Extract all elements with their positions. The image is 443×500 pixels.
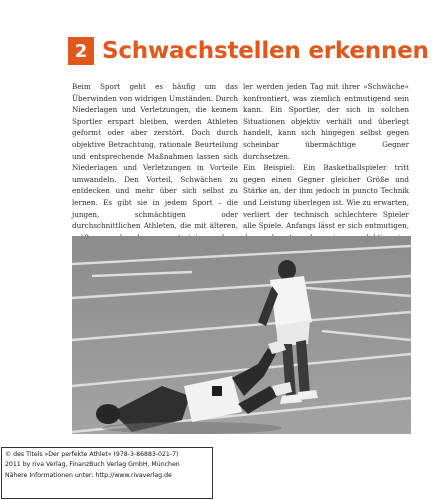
chapter-number-badge: 2 <box>68 37 94 65</box>
imprint-line: Nähere Informationen unter: http://www.rivaverlag.de <box>5 471 172 479</box>
imprint-line: 2011 by riva Verlag, FinanzBuch Verlag GmbH, München <box>5 461 180 469</box>
text-column-right <box>243 81 409 255</box>
body-paragraph: ler werden jeden Tag mit ihrer »Schwäche« konfrontiert, was ziemlich entmutigend sein kann. Ein Sportler, der sich in solchen Situationen objektiv verhält und überlegt handelt, kann sich hingegen selbst gegen scheinbar übermächtige Gegner durchsetzen. <box>243 82 409 161</box>
imprint-line: © des Titels »Der perfekte Athlet« (978-3-86883-021-7) <box>5 451 179 458</box>
copyright-imprint <box>1 447 213 499</box>
chapter-title: Schwachstellen erkennen <box>102 38 429 64</box>
text-column-left <box>72 81 238 255</box>
body-paragraph: Beim Sport geht es häufig um das Überwinden von widrigen Umständen. Durch Niederlagen und Verletzungen, die keinem Sportler erspart bleiben, werden Athleten geformt oder aber zerstört. Doch durch objektive Betrachtung, rationale Beurteilung und entsprechende Maßnahmen lassen sich Niederlagen und Verletzungen in Vorteile umwandeln. Den Vorteil, Schwächen zu entdecken und mehr über sich selbst zu lernen. Es gibt sie in jedem Sport – die jungen, schmächtigen oder durchschnittlichen Athleten, die mit älteren, <box>72 82 238 231</box>
athletes-photo <box>72 236 411 434</box>
body-paragraph: Ein Beispiel: Ein Basketballspieler tritt gegen einen Gegner gleicher Größe und Stärke an, der ihm jedoch in puncto Technik und Leistung überlegen ist. Wie zu erwarten, verliert der technisch schlechtere Spieler alle Spiele. Anfangs lässt er sich entmutigen, <box>243 163 409 231</box>
chapter-heading <box>68 36 429 66</box>
